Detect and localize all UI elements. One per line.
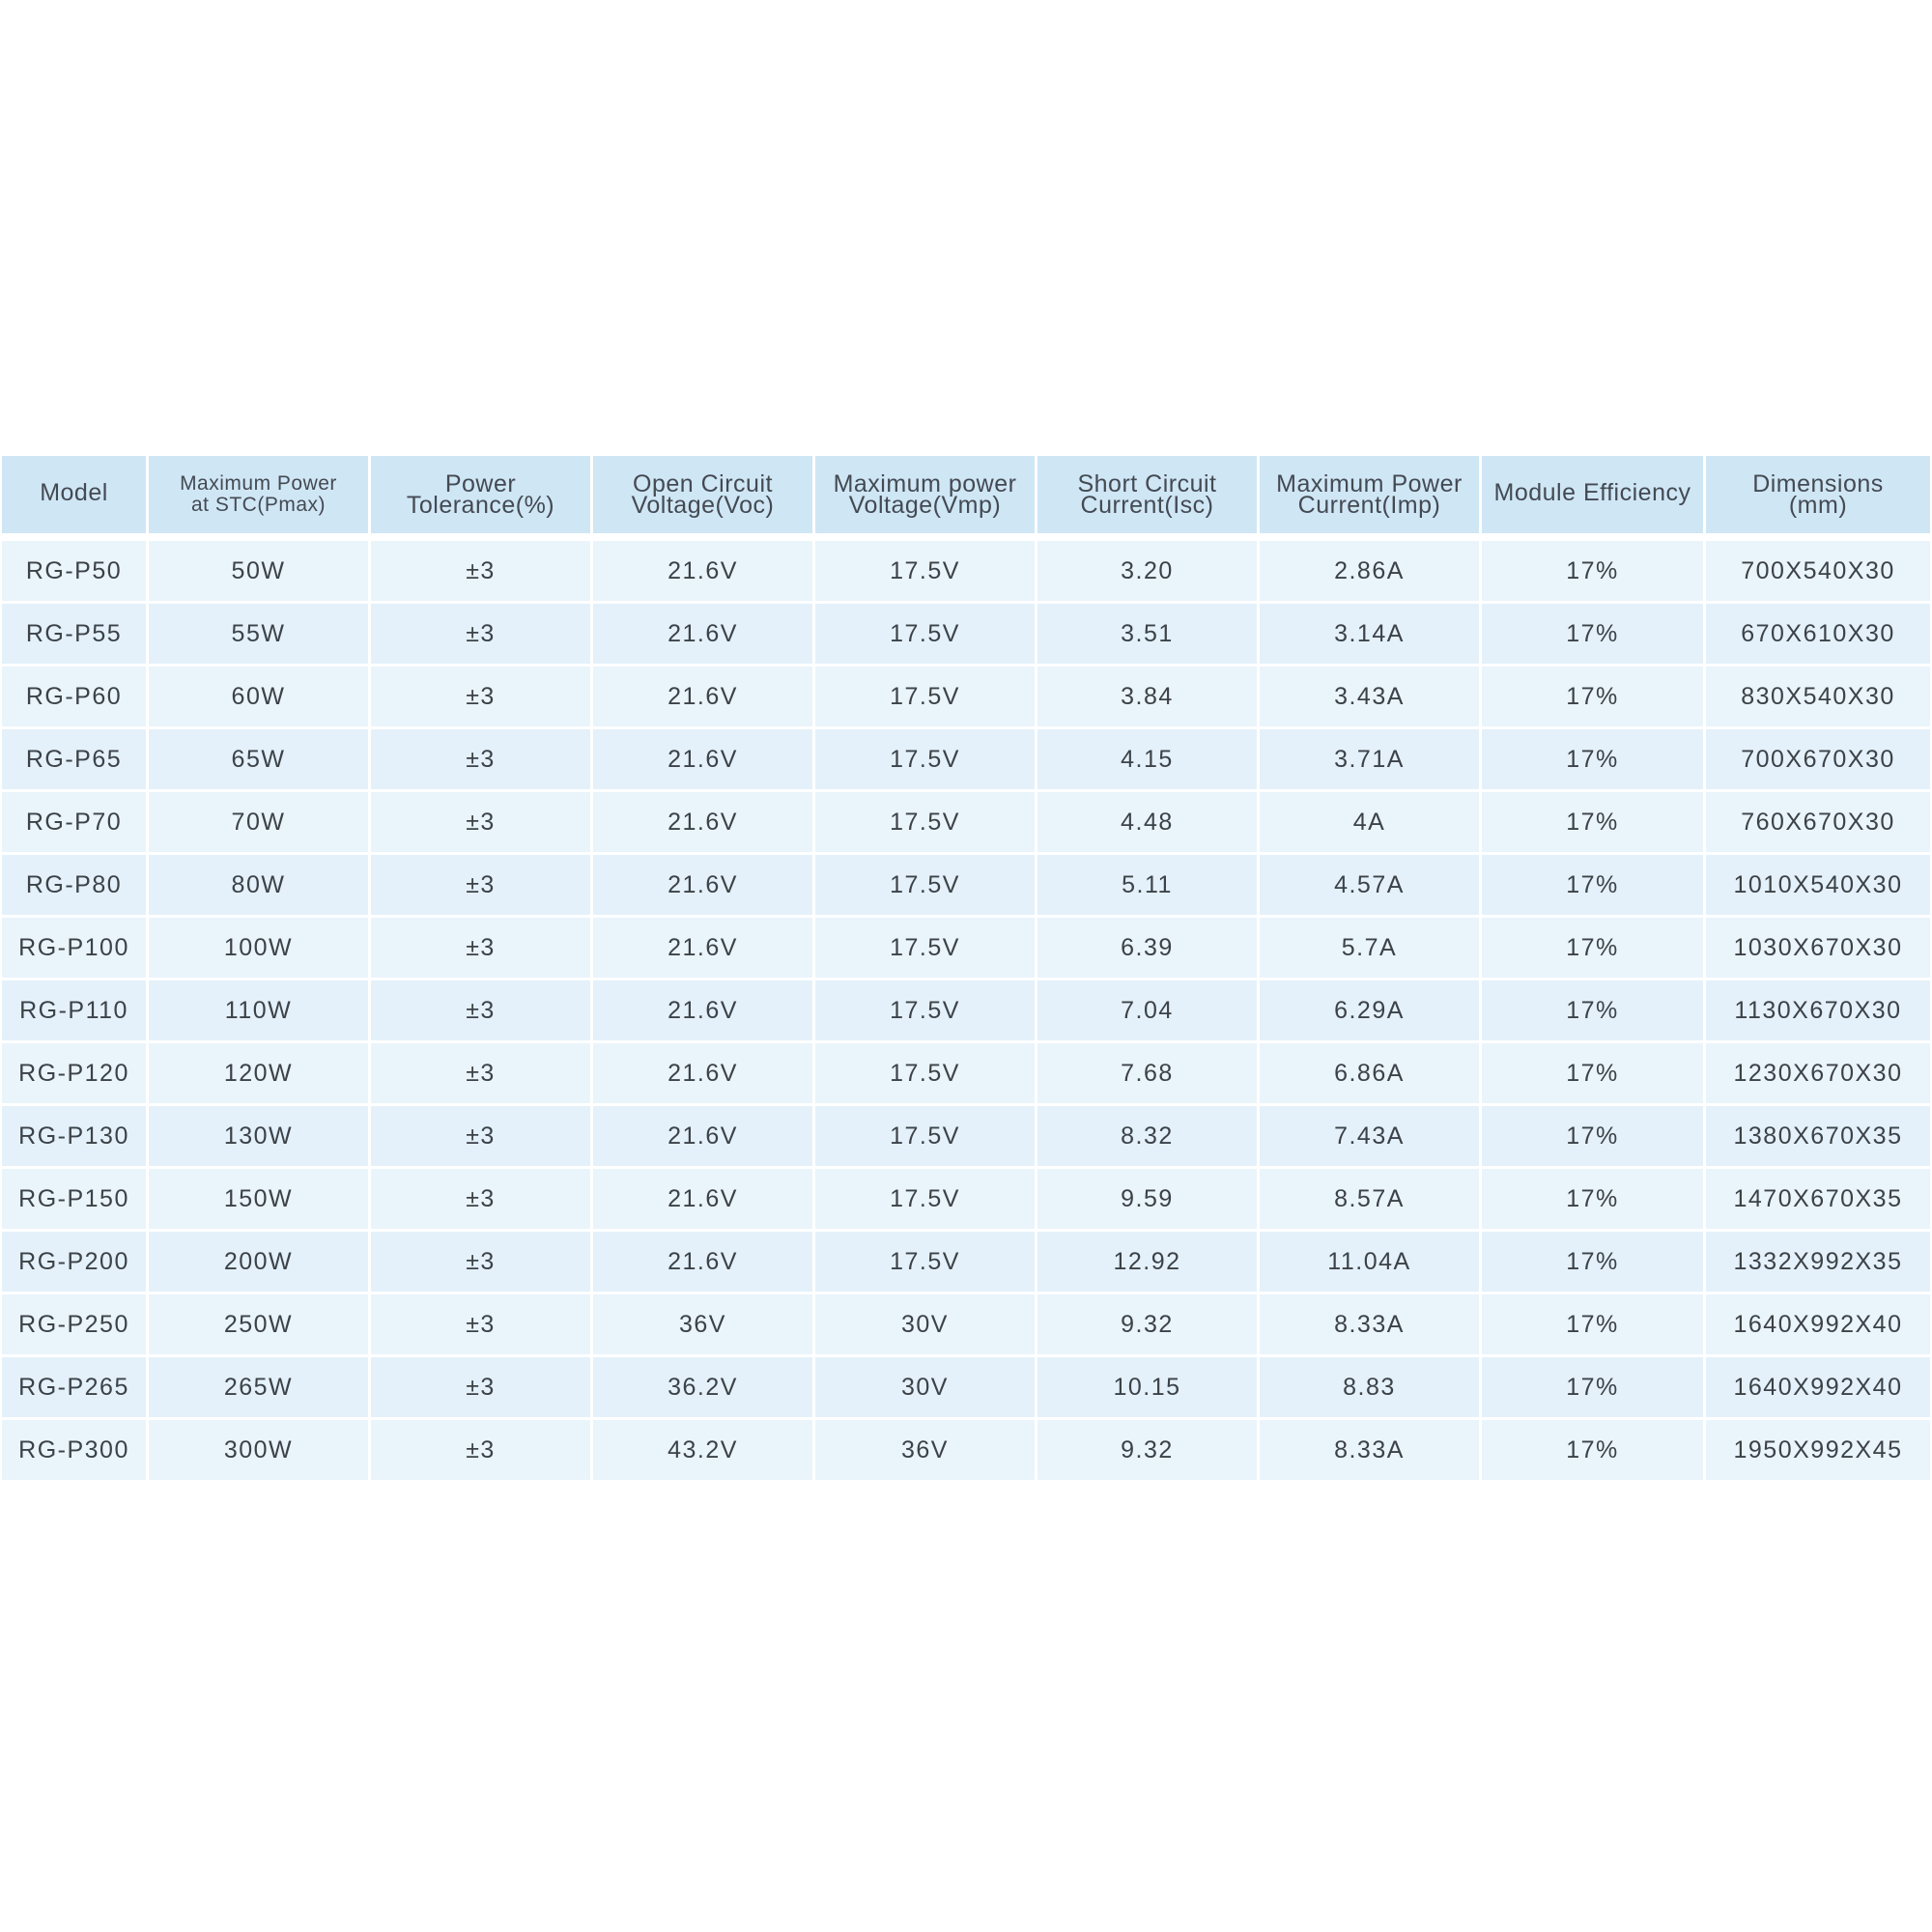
- cell-short-circuit-current: 3.51: [1037, 604, 1260, 667]
- cell-short-circuit-current: 3.84: [1037, 667, 1260, 729]
- cell-dimensions: 1030X670X30: [1706, 918, 1930, 980]
- cell-module-efficiency: 17%: [1482, 1357, 1706, 1420]
- cell-model: RG-P150: [2, 1169, 149, 1232]
- header-sublabel: Current(Isc): [1080, 492, 1214, 519]
- cell-module-efficiency: 17%: [1482, 1232, 1706, 1294]
- cell-max-power-voltage: 36V: [815, 1420, 1037, 1483]
- cell-module-efficiency: 17%: [1482, 855, 1706, 918]
- cell-model: RG-P110: [2, 980, 149, 1043]
- cell-open-circuit-voltage: 21.6V: [593, 918, 815, 980]
- cell-model: RG-P80: [2, 855, 149, 918]
- cell-max-power-voltage: 30V: [815, 1294, 1037, 1357]
- cell-max-power: 300W: [149, 1420, 371, 1483]
- cell-model: RG-P250: [2, 1294, 149, 1357]
- cell-max-power-current: 6.29A: [1260, 980, 1482, 1043]
- cell-module-efficiency: 17%: [1482, 541, 1706, 604]
- header-model: [2, 456, 149, 541]
- cell-max-power-current: 8.33A: [1260, 1420, 1482, 1483]
- header-row: [2, 456, 1930, 541]
- cell-max-power-current: 7.43A: [1260, 1106, 1482, 1169]
- cell-model: RG-P50: [2, 541, 149, 604]
- table-header: [2, 456, 1930, 541]
- cell-model: RG-P120: [2, 1043, 149, 1106]
- table-row: [2, 604, 1930, 667]
- cell-open-circuit-voltage: 21.6V: [593, 667, 815, 729]
- cell-max-power-voltage: 17.5V: [815, 980, 1037, 1043]
- cell-open-circuit-voltage: 21.6V: [593, 855, 815, 918]
- cell-open-circuit-voltage: 21.6V: [593, 541, 815, 604]
- cell-model: RG-P130: [2, 1106, 149, 1169]
- cell-module-efficiency: 17%: [1482, 1106, 1706, 1169]
- cell-max-power-current: 4.57A: [1260, 855, 1482, 918]
- cell-power-tolerance: ±3: [371, 855, 593, 918]
- cell-dimensions: 1332X992X35: [1706, 1232, 1930, 1294]
- cell-max-power: 200W: [149, 1232, 371, 1294]
- header-dimensions: [1706, 456, 1930, 541]
- header-sublabel: Voltage(Voc): [631, 492, 775, 519]
- header-sublabel: Tolerance(%): [406, 492, 555, 519]
- cell-open-circuit-voltage: 21.6V: [593, 980, 815, 1043]
- table-row: [2, 1294, 1930, 1357]
- cell-short-circuit-current: 4.48: [1037, 792, 1260, 855]
- header-sublabel: Voltage(Vmp): [848, 492, 1002, 519]
- cell-max-power-voltage: 17.5V: [815, 792, 1037, 855]
- cell-short-circuit-current: 5.11: [1037, 855, 1260, 918]
- cell-max-power-current: 4A: [1260, 792, 1482, 855]
- header-max-power-current: [1260, 456, 1482, 541]
- cell-max-power-voltage: 17.5V: [815, 541, 1037, 604]
- cell-max-power-current: 3.71A: [1260, 729, 1482, 792]
- cell-short-circuit-current: 9.59: [1037, 1169, 1260, 1232]
- cell-max-power: 265W: [149, 1357, 371, 1420]
- cell-max-power-current: 6.86A: [1260, 1043, 1482, 1106]
- cell-max-power-current: 11.04A: [1260, 1232, 1482, 1294]
- cell-max-power: 80W: [149, 855, 371, 918]
- header-label: Module Efficiency: [1493, 479, 1691, 506]
- cell-dimensions: 1640X992X40: [1706, 1357, 1930, 1420]
- cell-short-circuit-current: 10.15: [1037, 1357, 1260, 1420]
- cell-max-power-voltage: 17.5V: [815, 1043, 1037, 1106]
- header-short-circuit-current: [1037, 456, 1260, 541]
- table-row: [2, 1106, 1930, 1169]
- cell-max-power: 110W: [149, 980, 371, 1043]
- table-row: [2, 1169, 1930, 1232]
- header-label: Open Circuit: [633, 470, 773, 497]
- cell-power-tolerance: ±3: [371, 729, 593, 792]
- cell-dimensions: 1380X670X35: [1706, 1106, 1930, 1169]
- table-row: [2, 918, 1930, 980]
- cell-dimensions: 1010X540X30: [1706, 855, 1930, 918]
- cell-dimensions: 1130X670X30: [1706, 980, 1930, 1043]
- cell-max-power-current: 2.86A: [1260, 541, 1482, 604]
- cell-dimensions: 1640X992X40: [1706, 1294, 1930, 1357]
- header-max-power: [149, 456, 371, 541]
- cell-max-power-voltage: 30V: [815, 1357, 1037, 1420]
- cell-short-circuit-current: 8.32: [1037, 1106, 1260, 1169]
- table-row: [2, 980, 1930, 1043]
- table-body: [2, 541, 1930, 1483]
- cell-dimensions: 1230X670X30: [1706, 1043, 1930, 1106]
- cell-module-efficiency: 17%: [1482, 1294, 1706, 1357]
- spec-table: [2, 456, 1930, 1483]
- cell-module-efficiency: 17%: [1482, 918, 1706, 980]
- cell-power-tolerance: ±3: [371, 1294, 593, 1357]
- cell-max-power: 55W: [149, 604, 371, 667]
- cell-dimensions: 1950X992X45: [1706, 1420, 1930, 1483]
- cell-max-power: 250W: [149, 1294, 371, 1357]
- cell-max-power: 150W: [149, 1169, 371, 1232]
- cell-short-circuit-current: 9.32: [1037, 1294, 1260, 1357]
- header-label: Maximum power: [833, 470, 1017, 497]
- header-label: Dimensions: [1752, 470, 1884, 497]
- cell-power-tolerance: ±3: [371, 1043, 593, 1106]
- cell-short-circuit-current: 6.39: [1037, 918, 1260, 980]
- header-label: Power: [444, 470, 517, 497]
- cell-max-power-current: 3.14A: [1260, 604, 1482, 667]
- cell-open-circuit-voltage: 21.6V: [593, 729, 815, 792]
- cell-module-efficiency: 17%: [1482, 667, 1706, 729]
- cell-max-power-current: 3.43A: [1260, 667, 1482, 729]
- cell-dimensions: 830X540X30: [1706, 667, 1930, 729]
- cell-module-efficiency: 17%: [1482, 792, 1706, 855]
- cell-short-circuit-current: 7.68: [1037, 1043, 1260, 1106]
- cell-power-tolerance: ±3: [371, 1106, 593, 1169]
- cell-dimensions: 760X670X30: [1706, 792, 1930, 855]
- cell-module-efficiency: 17%: [1482, 729, 1706, 792]
- cell-power-tolerance: ±3: [371, 604, 593, 667]
- cell-model: RG-P70: [2, 792, 149, 855]
- cell-max-power: 130W: [149, 1106, 371, 1169]
- cell-open-circuit-voltage: 21.6V: [593, 1043, 815, 1106]
- cell-max-power-voltage: 17.5V: [815, 729, 1037, 792]
- header-power-tolerance: [371, 456, 593, 541]
- cell-model: RG-P265: [2, 1357, 149, 1420]
- cell-power-tolerance: ±3: [371, 980, 593, 1043]
- header-label: Short Circuit: [1077, 470, 1217, 497]
- cell-module-efficiency: 17%: [1482, 1169, 1706, 1232]
- cell-dimensions: 700X540X30: [1706, 541, 1930, 604]
- cell-open-circuit-voltage: 21.6V: [593, 1232, 815, 1294]
- cell-open-circuit-voltage: 21.6V: [593, 604, 815, 667]
- table-row: [2, 855, 1930, 918]
- header-module-efficiency: [1482, 456, 1706, 541]
- table-row: [2, 541, 1930, 604]
- cell-model: RG-P65: [2, 729, 149, 792]
- cell-open-circuit-voltage: 36.2V: [593, 1357, 815, 1420]
- cell-power-tolerance: ±3: [371, 792, 593, 855]
- header-label: Maximum Power: [180, 472, 337, 495]
- cell-max-power-voltage: 17.5V: [815, 604, 1037, 667]
- cell-short-circuit-current: 4.15: [1037, 729, 1260, 792]
- table-row: [2, 792, 1930, 855]
- cell-max-power-current: 8.33A: [1260, 1294, 1482, 1357]
- cell-max-power-voltage: 17.5V: [815, 667, 1037, 729]
- cell-power-tolerance: ±3: [371, 1420, 593, 1483]
- cell-max-power-voltage: 17.5V: [815, 855, 1037, 918]
- cell-power-tolerance: ±3: [371, 1357, 593, 1420]
- table-row: [2, 1232, 1930, 1294]
- cell-max-power-voltage: 17.5V: [815, 1106, 1037, 1169]
- header-sublabel: (mm): [1788, 492, 1848, 519]
- header-max-power-voltage: [815, 456, 1037, 541]
- cell-module-efficiency: 17%: [1482, 1043, 1706, 1106]
- cell-module-efficiency: 17%: [1482, 980, 1706, 1043]
- header-label: Maximum Power: [1276, 470, 1463, 497]
- cell-max-power: 60W: [149, 667, 371, 729]
- table-row: [2, 1357, 1930, 1420]
- cell-max-power: 120W: [149, 1043, 371, 1106]
- table-row: [2, 1043, 1930, 1106]
- cell-max-power: 50W: [149, 541, 371, 604]
- header-open-circuit-voltage: [593, 456, 815, 541]
- cell-max-power-current: 5.7A: [1260, 918, 1482, 980]
- cell-power-tolerance: ±3: [371, 1169, 593, 1232]
- header-label: Model: [40, 479, 108, 506]
- cell-short-circuit-current: 3.20: [1037, 541, 1260, 604]
- table-row: [2, 667, 1930, 729]
- cell-power-tolerance: ±3: [371, 918, 593, 980]
- cell-module-efficiency: 17%: [1482, 604, 1706, 667]
- header-sublabel: Current(Imp): [1297, 492, 1441, 519]
- cell-max-power-current: 8.57A: [1260, 1169, 1482, 1232]
- cell-short-circuit-current: 12.92: [1037, 1232, 1260, 1294]
- cell-max-power: 100W: [149, 918, 371, 980]
- table-row: [2, 729, 1930, 792]
- cell-power-tolerance: ±3: [371, 1232, 593, 1294]
- cell-model: RG-P100: [2, 918, 149, 980]
- cell-dimensions: 670X610X30: [1706, 604, 1930, 667]
- cell-open-circuit-voltage: 21.6V: [593, 1169, 815, 1232]
- cell-module-efficiency: 17%: [1482, 1420, 1706, 1483]
- cell-power-tolerance: ±3: [371, 667, 593, 729]
- cell-open-circuit-voltage: 21.6V: [593, 792, 815, 855]
- cell-open-circuit-voltage: 36V: [593, 1294, 815, 1357]
- cell-power-tolerance: ±3: [371, 541, 593, 604]
- cell-dimensions: 700X670X30: [1706, 729, 1930, 792]
- cell-model: RG-P200: [2, 1232, 149, 1294]
- header-sublabel: at STC(Pmax): [190, 494, 326, 516]
- cell-model: RG-P55: [2, 604, 149, 667]
- cell-max-power-voltage: 17.5V: [815, 1169, 1037, 1232]
- cell-open-circuit-voltage: 43.2V: [593, 1420, 815, 1483]
- cell-max-power-voltage: 17.5V: [815, 918, 1037, 980]
- cell-model: RG-P60: [2, 667, 149, 729]
- cell-model: RG-P300: [2, 1420, 149, 1483]
- cell-short-circuit-current: 7.04: [1037, 980, 1260, 1043]
- cell-short-circuit-current: 9.32: [1037, 1420, 1260, 1483]
- cell-open-circuit-voltage: 21.6V: [593, 1106, 815, 1169]
- cell-dimensions: 1470X670X35: [1706, 1169, 1930, 1232]
- cell-max-power-current: 8.83: [1260, 1357, 1482, 1420]
- cell-max-power: 70W: [149, 792, 371, 855]
- table-row: [2, 1420, 1930, 1483]
- cell-max-power: 65W: [149, 729, 371, 792]
- cell-max-power-voltage: 17.5V: [815, 1232, 1037, 1294]
